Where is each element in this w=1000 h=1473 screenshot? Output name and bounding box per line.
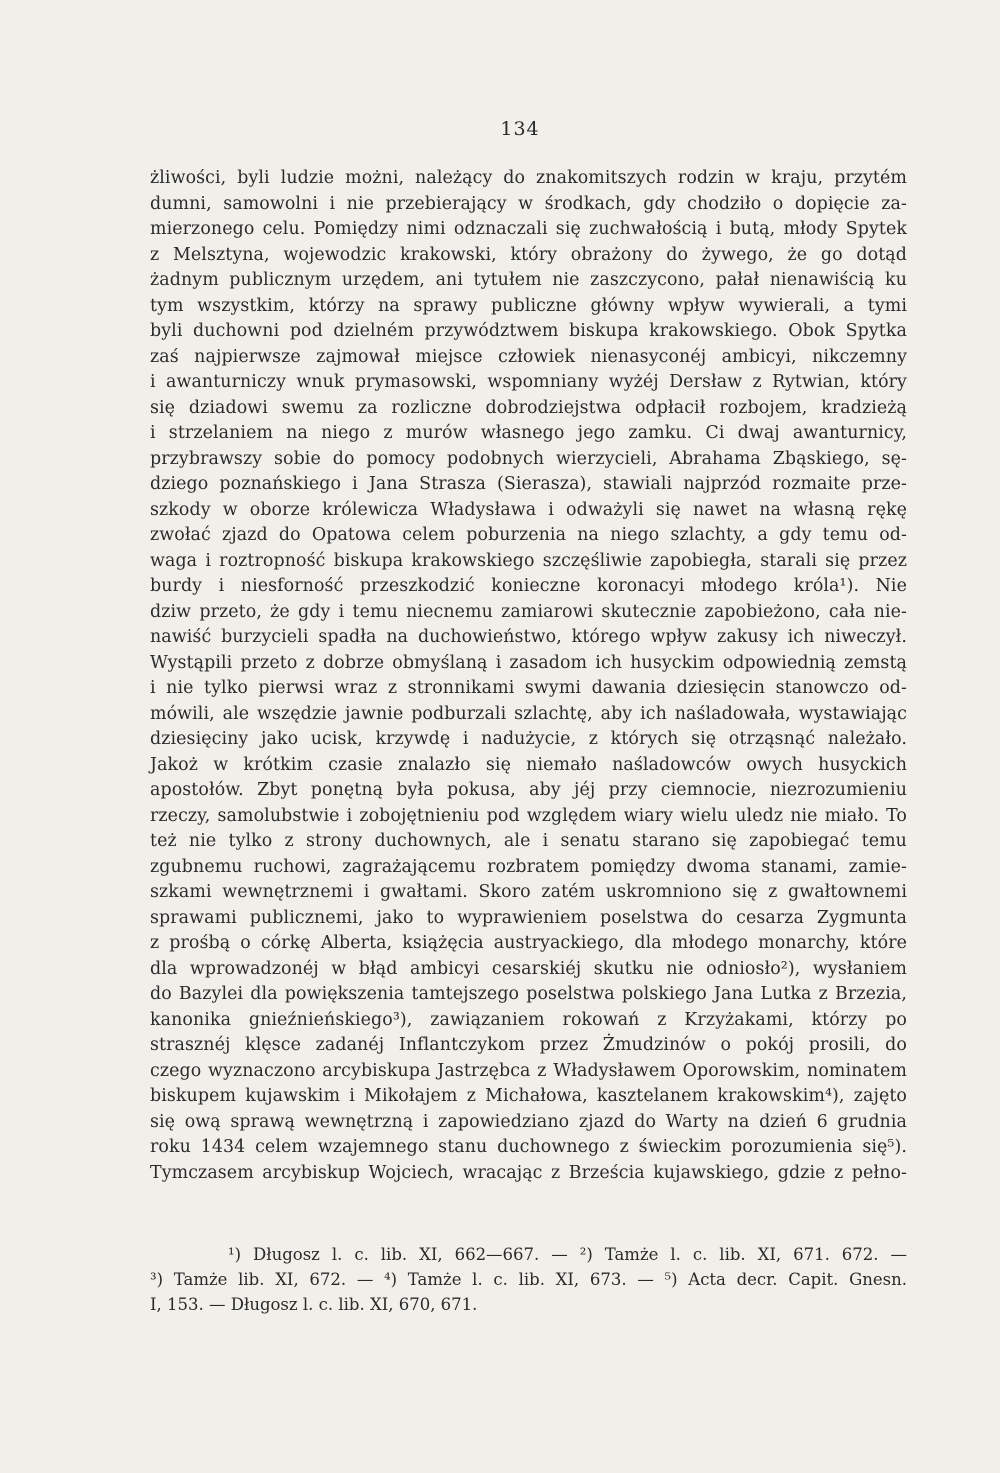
page-number: 134 (500, 118, 540, 140)
text-line: do Bazylei dla powiększenia tamtejszego poselstwa polskiego Jana Lutka z Brzezia, (150, 984, 907, 1004)
text-line: dla wprowadzonéj w błąd ambicyi cesarskiéj skutku nie odniosło²), wysłaniem (150, 958, 907, 979)
text-line: Jakoż w krótkim czasie znalazło się niemało naśladowców owych husyckich (150, 754, 907, 775)
text-line: i awanturniczy wnuk prymasowski, wspomniany wyżéj Dersław z Rytwian, który (150, 372, 907, 392)
text-line: czego wyznaczono arcybiskupa Jastrzębca z Władysławem Oporowskim, nominatem (150, 1060, 907, 1081)
text-line: dumni, samowolni i nie przebierający w środkach, gdy chodziło o dopięcie za- (150, 193, 907, 214)
text-line: przybrawszy sobie do pomocy podobnych wierzycieli, Abrahama Zbąskiego, sę- (150, 448, 907, 469)
text-line: zgubnemu ruchowi, zagrażającemu rozbratem pomiędzy dwoma stanami, zamie- (150, 856, 907, 877)
text-line: żliwości, byli ludzie możni, należący do znakomitszych rodzin w kraju, przytém (150, 168, 907, 188)
text-line: dziego poznańskiego i Jana Strasza (Sierasza), stawiali najprzód rozmaite prze- (150, 474, 907, 494)
body-text (150, 166, 907, 1186)
text-line: i nie tylko pierwsi wraz z stronnikami swymi dawania dziesięcin stanowczo od- (150, 678, 907, 698)
text-line: kanonika gnieźnieńskiego³), zawiązaniem rokowań z Krzyżakami, którzy po (150, 1009, 907, 1030)
text-line: zaś najpierwsze zajmował miejsce człowiek nienasyconéj ambicyi, nikczemny (150, 346, 907, 367)
text-line: z Melsztyna, wojewodzic krakowski, który obrażony do żywego, że go dotąd (150, 244, 907, 265)
text-line: też nie tylko z strony duchownych, ale i senatu starano się zapobiegać temu (150, 831, 907, 851)
text-line: burdy i niesforność przeszkodzić konieczne koronacyi młodego króla¹). Nie (150, 576, 907, 596)
text-line: sprawami publicznemi, jako to wyprawieniem poselstwa do cesarza Zygmunta (150, 907, 907, 928)
text-line: szkami wewnętrznemi i gwałtami. Skoro zatém uskromniono się z gwałtownemi (150, 882, 907, 902)
text-line: Wystąpili przeto z dobrze obmyślaną i zasadom ich husyckim odpowiednią zemstą (150, 652, 907, 673)
text-line: nawiść burzycieli spadła na duchowieństwo, którego wpływ zakusy ich niweczył. (150, 627, 907, 647)
text-line: strasznéj klęsce zadanéj Inflantczykom przez Żmudzinów o pokój prosili, do (150, 1035, 907, 1055)
footnote-line: ³) Tamże lib. XI, 672. — ⁴) Tamże l. c. lib. XI, 673. — ⁵) Acta decr. Capit. Gnesn. (150, 1270, 907, 1289)
text-line: się dziadowi swemu za rozliczne dobrodziejstwa odpłacił rozbojem, kradzieżą (150, 397, 907, 418)
text-line: z prośbą o córkę Alberta, książęcia austryackiego, dla młodego monarchy, które (150, 933, 907, 953)
text-line: żadnym publicznym urzędem, ani tytułem nie zaszczycono, pałał nienawiścią ku (150, 270, 907, 290)
text-line: byli duchowni pod dzielném przywództwem biskupa krakowskiego. Obok Spytka (150, 321, 907, 341)
text-line: i strzelaniem na niego z murów własnego jego zamku. Ci dwaj awanturnicy, (150, 423, 907, 443)
text-line: mierzonego celu. Pomiędzy nimi odznaczali się zuchwałością i butą, młody Spytek (150, 219, 907, 239)
text-line: się ową sprawą wewnętrzną i zapowiedziano zjazd do Warty na dzień 6 grudnia (150, 1111, 907, 1132)
text-line: mówili, ale wszędzie jawnie podburzali szlachtę, aby ich naśladowała, wystawiając (150, 703, 907, 724)
text-line: zwołać zjazd do Opatowa celem poburzenia na niego szlachty, a gdy temu od- (150, 525, 907, 545)
text-line: dziw przeto, że gdy i temu niecnemu zamiarowi skutecznie zapobieżono, cała nie- (150, 601, 907, 622)
footnote-line: I, 153. — Długosz l. c. lib. XI, 670, 671. (150, 1295, 478, 1314)
text-line: tym wszystkim, którzy na sprawy publiczne główny wpływ wywierali, a tymi (150, 295, 907, 316)
text-line: szkody w oborze królewicza Władysława i odważyli się nawet na własną rękę (150, 499, 907, 520)
text-line: biskupem kujawskim i Mikołajem z Michałowa, kasztelanem krakowskim⁴), zajęto (150, 1086, 907, 1106)
text-line: waga i roztropność biskupa krakowskiego szczęśliwie zapobiegła, starali się przez (150, 550, 907, 571)
footnotes (150, 1242, 907, 1317)
text-line: roku 1434 celem wzajemnego stanu duchownego z świeckim porozumienia się⁵). (150, 1137, 907, 1157)
text-line: rzeczy, samolubstwie i zobojętnieniu pod względem wiary wielu uledz nie miało. To (150, 805, 907, 826)
text-line: apostołów. Zbyt ponętną była pokusa, aby jéj przy ciemnocie, niezrozumieniu (150, 780, 907, 800)
text-line: Tymczasem arcybiskup Wojciech, wracając z Brześcia kujawskiego, gdzie z pełno- (150, 1162, 907, 1183)
footnote-line: ¹) Długosz l. c. lib. XI, 662—667. — ²) Tamże l. c. lib. XI, 671. 672. — (228, 1245, 907, 1264)
text-line: dziesięciny jako ucisk, krzywdę i nadużycie, z których się otrząsnąć należało. (150, 729, 907, 749)
